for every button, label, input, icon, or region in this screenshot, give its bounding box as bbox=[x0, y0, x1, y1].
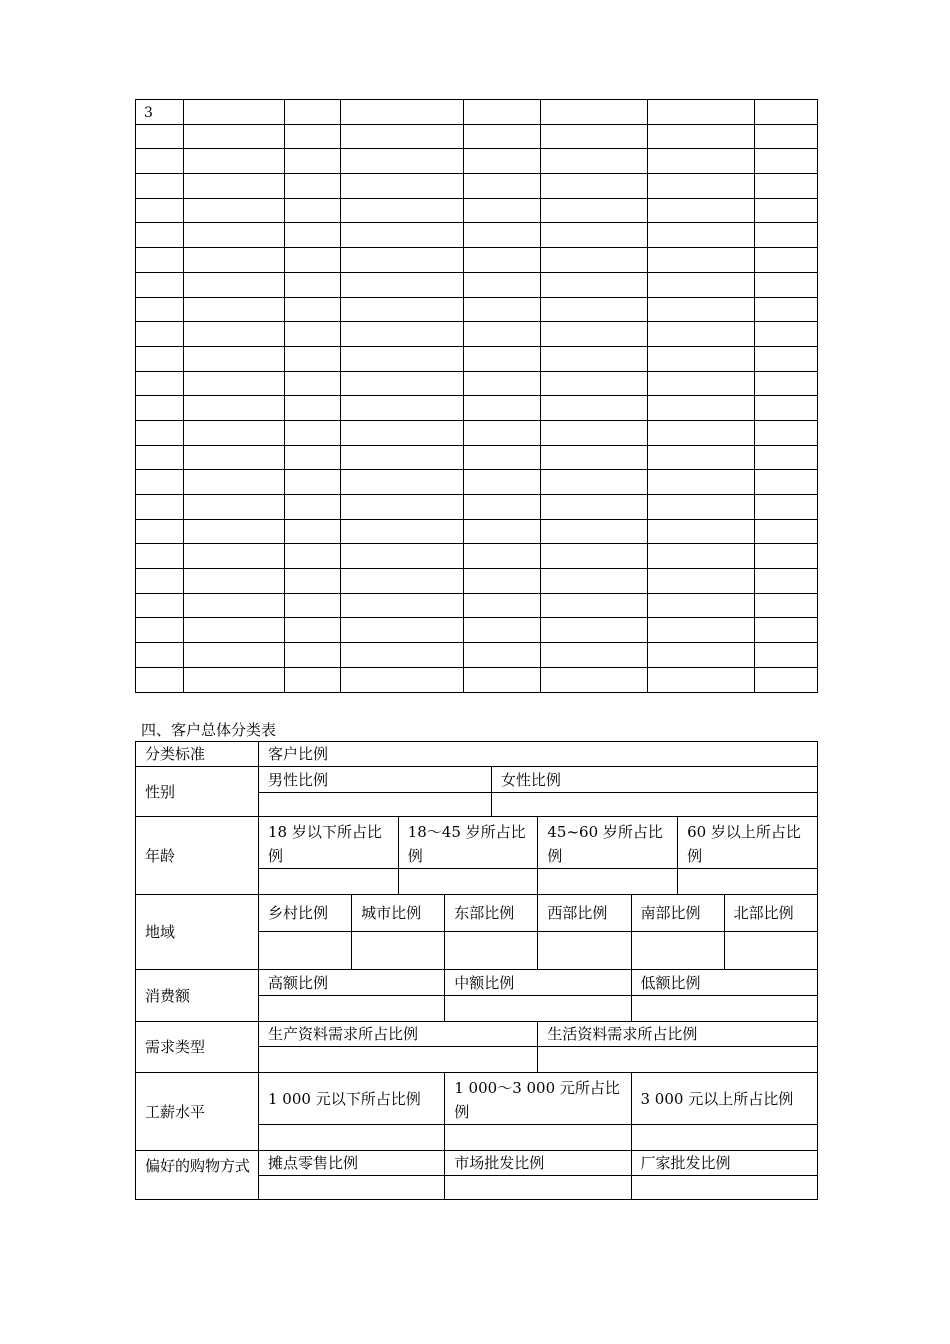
south-ratio-label: 南部比例 bbox=[631, 895, 724, 932]
grid-cell[interactable] bbox=[184, 149, 285, 174]
grid-cell[interactable] bbox=[184, 420, 285, 445]
grid-cell[interactable] bbox=[541, 544, 648, 569]
grid-cell[interactable] bbox=[285, 445, 341, 470]
grid-cell[interactable] bbox=[648, 420, 755, 445]
grid-cell[interactable] bbox=[541, 272, 648, 297]
female-ratio-label: 女性比例 bbox=[491, 767, 817, 793]
customer-classification-table bbox=[135, 741, 818, 1200]
market-wholesale-value[interactable] bbox=[445, 1176, 631, 1200]
grid-cell[interactable] bbox=[648, 272, 755, 297]
grid-cell[interactable] bbox=[464, 371, 541, 396]
grid-cell[interactable] bbox=[648, 371, 755, 396]
grid-cell[interactable] bbox=[648, 248, 755, 273]
grid-cell[interactable] bbox=[755, 667, 818, 692]
grid-cell[interactable] bbox=[755, 149, 818, 174]
grid-cell[interactable] bbox=[285, 149, 341, 174]
grid-cell[interactable] bbox=[184, 322, 285, 347]
salary-mid-value[interactable] bbox=[445, 1125, 631, 1151]
grid-cell[interactable] bbox=[341, 445, 464, 470]
grid-cell[interactable] bbox=[541, 174, 648, 199]
grid-cell[interactable] bbox=[755, 297, 818, 322]
grid-cell[interactable] bbox=[755, 519, 818, 544]
grid-cell[interactable] bbox=[136, 223, 184, 248]
grid-cell-number: 3 bbox=[136, 100, 184, 125]
grid-cell[interactable] bbox=[184, 544, 285, 569]
grid-cell[interactable] bbox=[184, 272, 285, 297]
grid-cell[interactable] bbox=[136, 519, 184, 544]
grid-cell[interactable] bbox=[464, 569, 541, 594]
grid-cell[interactable] bbox=[285, 618, 341, 643]
mid-spending-value[interactable] bbox=[445, 996, 631, 1022]
grid-cell[interactable] bbox=[341, 322, 464, 347]
grid-row bbox=[136, 569, 818, 594]
grid-cell[interactable] bbox=[541, 495, 648, 520]
grid-row bbox=[136, 223, 818, 248]
grid-cell[interactable] bbox=[184, 100, 285, 125]
grid-cell[interactable] bbox=[755, 124, 818, 149]
grid-cell[interactable] bbox=[136, 544, 184, 569]
grid-row bbox=[136, 519, 818, 544]
grid-cell[interactable] bbox=[184, 371, 285, 396]
grid-cell[interactable] bbox=[648, 174, 755, 199]
urban-ratio-label: 城市比例 bbox=[352, 895, 445, 932]
grid-cell[interactable] bbox=[648, 593, 755, 618]
grid-cell[interactable] bbox=[464, 495, 541, 520]
grid-cell[interactable] bbox=[184, 519, 285, 544]
grid-cell[interactable] bbox=[648, 667, 755, 692]
grid-cell[interactable] bbox=[136, 593, 184, 618]
grid-cell[interactable] bbox=[755, 643, 818, 668]
grid-cell[interactable] bbox=[755, 248, 818, 273]
grid-cell[interactable] bbox=[285, 396, 341, 421]
grid-cell[interactable] bbox=[184, 618, 285, 643]
age-over-60-value[interactable] bbox=[678, 869, 818, 895]
grid-cell[interactable] bbox=[648, 322, 755, 347]
grid-cell[interactable] bbox=[136, 322, 184, 347]
grid-cell[interactable] bbox=[541, 100, 648, 125]
grid-cell[interactable] bbox=[755, 593, 818, 618]
grid-cell[interactable] bbox=[184, 124, 285, 149]
grid-cell[interactable] bbox=[184, 174, 285, 199]
grid-cell[interactable] bbox=[341, 593, 464, 618]
north-ratio-label: 北部比例 bbox=[724, 895, 817, 932]
living-demand-label: 生活资料需求所占比例 bbox=[538, 1022, 818, 1047]
grid-cell[interactable] bbox=[541, 198, 648, 223]
demand-row bbox=[136, 1022, 818, 1047]
grid-cell[interactable] bbox=[285, 223, 341, 248]
grid-cell[interactable] bbox=[464, 149, 541, 174]
grid-cell[interactable] bbox=[755, 322, 818, 347]
age-over-60-label: 60 岁以上所占比例 bbox=[678, 817, 818, 869]
grid-cell[interactable] bbox=[136, 198, 184, 223]
grid-cell[interactable] bbox=[285, 495, 341, 520]
mid-spending-label: 中额比例 bbox=[445, 970, 631, 996]
grid-cell[interactable] bbox=[464, 174, 541, 199]
production-demand-label: 生产资料需求所占比例 bbox=[259, 1022, 538, 1047]
grid-cell[interactable] bbox=[648, 519, 755, 544]
grid-cell[interactable] bbox=[464, 618, 541, 643]
grid-row bbox=[136, 643, 818, 668]
shopping-label: 偏好的购物方式 bbox=[136, 1151, 259, 1200]
grid-cell[interactable] bbox=[341, 495, 464, 520]
grid-cell[interactable] bbox=[464, 643, 541, 668]
grid-cell[interactable] bbox=[648, 124, 755, 149]
salary-high-value[interactable] bbox=[631, 1125, 817, 1151]
grid-row bbox=[136, 100, 818, 125]
grid-cell[interactable] bbox=[541, 643, 648, 668]
grid-cell[interactable] bbox=[648, 495, 755, 520]
grid-cell[interactable] bbox=[285, 519, 341, 544]
header-row bbox=[136, 742, 818, 767]
grid-cell[interactable] bbox=[341, 272, 464, 297]
grid-cell[interactable] bbox=[755, 470, 818, 495]
age-under-18-value[interactable] bbox=[259, 869, 399, 895]
grid-cell[interactable] bbox=[285, 174, 341, 199]
grid-cell[interactable] bbox=[648, 149, 755, 174]
grid-cell[interactable] bbox=[285, 470, 341, 495]
grid-cell[interactable] bbox=[755, 223, 818, 248]
grid-cell[interactable] bbox=[341, 100, 464, 125]
grid-cell[interactable] bbox=[341, 519, 464, 544]
grid-cell[interactable] bbox=[136, 174, 184, 199]
grid-cell[interactable] bbox=[184, 643, 285, 668]
grid-cell[interactable] bbox=[464, 420, 541, 445]
grid-cell[interactable] bbox=[648, 643, 755, 668]
grid-cell[interactable] bbox=[184, 569, 285, 594]
grid-cell[interactable] bbox=[285, 100, 341, 125]
south-ratio-value[interactable] bbox=[631, 932, 724, 970]
grid-cell[interactable] bbox=[648, 198, 755, 223]
grid-cell[interactable] bbox=[285, 544, 341, 569]
grid-cell[interactable] bbox=[755, 346, 818, 371]
grid-cell[interactable] bbox=[648, 346, 755, 371]
grid-cell[interactable] bbox=[184, 445, 285, 470]
grid-cell[interactable] bbox=[136, 618, 184, 643]
grid-row bbox=[136, 544, 818, 569]
grid-cell[interactable] bbox=[541, 667, 648, 692]
grid-cell[interactable] bbox=[341, 544, 464, 569]
grid-cell[interactable] bbox=[341, 248, 464, 273]
grid-cell[interactable] bbox=[341, 124, 464, 149]
grid-cell[interactable] bbox=[285, 346, 341, 371]
region-row bbox=[136, 895, 818, 932]
grid-cell[interactable] bbox=[136, 149, 184, 174]
grid-cell[interactable] bbox=[464, 519, 541, 544]
grid-cell[interactable] bbox=[755, 569, 818, 594]
grid-cell[interactable] bbox=[541, 346, 648, 371]
grid-cell[interactable] bbox=[648, 470, 755, 495]
high-spending-label: 高额比例 bbox=[259, 970, 445, 996]
grid-cell[interactable] bbox=[648, 223, 755, 248]
grid-cell[interactable] bbox=[341, 396, 464, 421]
grid-cell[interactable] bbox=[136, 396, 184, 421]
grid-row bbox=[136, 248, 818, 273]
grid-cell[interactable] bbox=[341, 420, 464, 445]
grid-cell[interactable] bbox=[341, 223, 464, 248]
west-ratio-label: 西部比例 bbox=[538, 895, 631, 932]
grid-row bbox=[136, 346, 818, 371]
grid-cell[interactable] bbox=[136, 495, 184, 520]
grid-row bbox=[136, 420, 818, 445]
grid-row bbox=[136, 445, 818, 470]
blank-grid-table bbox=[135, 99, 818, 693]
grid-cell[interactable] bbox=[541, 297, 648, 322]
grid-row bbox=[136, 470, 818, 495]
grid-cell[interactable] bbox=[755, 618, 818, 643]
grid-cell[interactable] bbox=[341, 297, 464, 322]
grid-cell[interactable] bbox=[184, 248, 285, 273]
grid-cell[interactable] bbox=[341, 198, 464, 223]
grid-cell[interactable] bbox=[285, 322, 341, 347]
salary-low-label: 1 000 元以下所占比例 bbox=[259, 1073, 445, 1125]
age-18-45-value[interactable] bbox=[398, 869, 538, 895]
grid-cell[interactable] bbox=[541, 470, 648, 495]
grid-cell[interactable] bbox=[541, 593, 648, 618]
production-demand-value[interactable] bbox=[259, 1047, 538, 1073]
grid-body bbox=[136, 100, 818, 693]
grid-cell[interactable] bbox=[341, 174, 464, 199]
grid-cell[interactable] bbox=[464, 322, 541, 347]
spending-row bbox=[136, 970, 818, 996]
grid-cell[interactable] bbox=[541, 569, 648, 594]
low-spending-value[interactable] bbox=[631, 996, 817, 1022]
rural-ratio-value[interactable] bbox=[259, 932, 352, 970]
grid-cell[interactable] bbox=[341, 643, 464, 668]
grid-cell[interactable] bbox=[136, 248, 184, 273]
gender-row bbox=[136, 767, 818, 793]
grid-cell[interactable] bbox=[541, 618, 648, 643]
age-row bbox=[136, 817, 818, 869]
grid-cell[interactable] bbox=[755, 420, 818, 445]
grid-row bbox=[136, 667, 818, 692]
retail-stall-label: 摊点零售比例 bbox=[259, 1151, 445, 1176]
grid-cell[interactable] bbox=[341, 149, 464, 174]
grid-cell[interactable] bbox=[464, 667, 541, 692]
grid-cell[interactable] bbox=[136, 420, 184, 445]
living-demand-value[interactable] bbox=[538, 1047, 818, 1073]
grid-cell[interactable] bbox=[341, 371, 464, 396]
grid-cell[interactable] bbox=[541, 420, 648, 445]
grid-cell[interactable] bbox=[464, 396, 541, 421]
section-title: 四、客户总体分类表 bbox=[141, 721, 277, 739]
grid-cell[interactable] bbox=[184, 495, 285, 520]
standard-header: 分类标准 bbox=[136, 742, 259, 767]
grid-row bbox=[136, 174, 818, 199]
grid-cell[interactable] bbox=[464, 445, 541, 470]
urban-ratio-value[interactable] bbox=[352, 932, 445, 970]
grid-cell[interactable] bbox=[755, 445, 818, 470]
grid-cell[interactable] bbox=[464, 346, 541, 371]
grid-cell[interactable] bbox=[341, 569, 464, 594]
grid-cell[interactable] bbox=[285, 248, 341, 273]
grid-cell[interactable] bbox=[755, 174, 818, 199]
grid-cell[interactable] bbox=[755, 198, 818, 223]
grid-cell[interactable] bbox=[648, 569, 755, 594]
grid-cell[interactable] bbox=[648, 100, 755, 125]
west-ratio-value[interactable] bbox=[538, 932, 631, 970]
age-label: 年龄 bbox=[136, 817, 259, 895]
low-spending-label: 低额比例 bbox=[631, 970, 817, 996]
salary-low-value[interactable] bbox=[259, 1125, 445, 1151]
grid-row bbox=[136, 371, 818, 396]
grid-cell[interactable] bbox=[464, 124, 541, 149]
east-ratio-value[interactable] bbox=[445, 932, 538, 970]
grid-cell[interactable] bbox=[755, 495, 818, 520]
grid-cell[interactable] bbox=[755, 544, 818, 569]
grid-cell[interactable] bbox=[541, 248, 648, 273]
grid-cell[interactable] bbox=[136, 569, 184, 594]
grid-cell[interactable] bbox=[136, 445, 184, 470]
east-ratio-label: 东部比例 bbox=[445, 895, 538, 932]
grid-cell[interactable] bbox=[755, 100, 818, 125]
grid-cell[interactable] bbox=[541, 445, 648, 470]
salary-label: 工薪水平 bbox=[136, 1073, 259, 1151]
grid-cell[interactable] bbox=[464, 272, 541, 297]
grid-cell[interactable] bbox=[648, 618, 755, 643]
grid-cell[interactable] bbox=[285, 569, 341, 594]
grid-cell[interactable] bbox=[541, 519, 648, 544]
spending-label: 消费额 bbox=[136, 970, 259, 1022]
north-ratio-value[interactable] bbox=[724, 932, 817, 970]
grid-cell[interactable] bbox=[648, 445, 755, 470]
grid-cell[interactable] bbox=[341, 667, 464, 692]
grid-row bbox=[136, 149, 818, 174]
grid-cell[interactable] bbox=[184, 297, 285, 322]
grid-cell[interactable] bbox=[285, 124, 341, 149]
region-label: 地域 bbox=[136, 895, 259, 970]
grid-cell[interactable] bbox=[648, 544, 755, 569]
grid-cell[interactable] bbox=[136, 124, 184, 149]
grid-cell[interactable] bbox=[184, 223, 285, 248]
grid-row bbox=[136, 124, 818, 149]
grid-row bbox=[136, 593, 818, 618]
grid-cell[interactable] bbox=[464, 297, 541, 322]
grid-cell[interactable] bbox=[184, 396, 285, 421]
grid-cell[interactable] bbox=[285, 667, 341, 692]
grid-cell[interactable] bbox=[341, 618, 464, 643]
grid-cell[interactable] bbox=[285, 272, 341, 297]
age-45-60-label: 45~60 岁所占比例 bbox=[538, 817, 678, 869]
high-spending-value[interactable] bbox=[259, 996, 445, 1022]
grid-row bbox=[136, 495, 818, 520]
grid-cell[interactable] bbox=[285, 297, 341, 322]
grid-cell[interactable] bbox=[464, 248, 541, 273]
grid-cell[interactable] bbox=[285, 420, 341, 445]
gender-label: 性别 bbox=[136, 767, 259, 817]
factory-wholesale-label: 厂家批发比例 bbox=[631, 1151, 817, 1176]
salary-mid-label: 1 000～3 000 元所占比例 bbox=[445, 1073, 631, 1125]
grid-cell[interactable] bbox=[541, 149, 648, 174]
age-under-18-label: 18 岁以下所占比例 bbox=[259, 817, 399, 869]
grid-cell[interactable] bbox=[285, 643, 341, 668]
grid-cell[interactable] bbox=[285, 371, 341, 396]
grid-cell[interactable] bbox=[136, 643, 184, 668]
grid-cell[interactable] bbox=[184, 593, 285, 618]
grid-cell[interactable] bbox=[541, 223, 648, 248]
grid-row bbox=[136, 396, 818, 421]
grid-cell[interactable] bbox=[341, 346, 464, 371]
male-ratio-value[interactable] bbox=[259, 793, 492, 817]
grid-row bbox=[136, 272, 818, 297]
female-ratio-value[interactable] bbox=[491, 793, 817, 817]
salary-high-label: 3 000 元以上所占比例 bbox=[631, 1073, 817, 1125]
grid-cell[interactable] bbox=[464, 593, 541, 618]
ratio-header: 客户比例 bbox=[259, 742, 818, 767]
grid-cell[interactable] bbox=[184, 346, 285, 371]
grid-cell[interactable] bbox=[184, 198, 285, 223]
grid-cell[interactable] bbox=[541, 371, 648, 396]
market-wholesale-label: 市场批发比例 bbox=[445, 1151, 631, 1176]
rural-ratio-label: 乡村比例 bbox=[259, 895, 352, 932]
grid-row bbox=[136, 618, 818, 643]
grid-cell[interactable] bbox=[136, 371, 184, 396]
grid-cell[interactable] bbox=[136, 346, 184, 371]
grid-row bbox=[136, 297, 818, 322]
grid-cell[interactable] bbox=[541, 124, 648, 149]
grid-cell[interactable] bbox=[464, 544, 541, 569]
grid-cell[interactable] bbox=[464, 198, 541, 223]
grid-cell[interactable] bbox=[136, 272, 184, 297]
grid-cell[interactable] bbox=[136, 667, 184, 692]
grid-cell[interactable] bbox=[755, 272, 818, 297]
salary-row bbox=[136, 1073, 818, 1125]
grid-cell[interactable] bbox=[285, 593, 341, 618]
grid-cell[interactable] bbox=[648, 297, 755, 322]
factory-wholesale-value[interactable] bbox=[631, 1176, 817, 1200]
grid-cell[interactable] bbox=[648, 396, 755, 421]
grid-cell[interactable] bbox=[341, 470, 464, 495]
grid-cell[interactable] bbox=[541, 322, 648, 347]
age-45-60-value[interactable] bbox=[538, 869, 678, 895]
grid-cell[interactable] bbox=[755, 396, 818, 421]
age-18-45-label: 18～45 岁所占比例 bbox=[398, 817, 538, 869]
retail-stall-value[interactable] bbox=[259, 1176, 445, 1200]
grid-cell[interactable] bbox=[184, 667, 285, 692]
grid-row bbox=[136, 322, 818, 347]
grid-cell[interactable] bbox=[285, 198, 341, 223]
grid-cell[interactable] bbox=[464, 223, 541, 248]
grid-cell[interactable] bbox=[136, 470, 184, 495]
male-ratio-label: 男性比例 bbox=[259, 767, 492, 793]
grid-cell[interactable] bbox=[755, 371, 818, 396]
grid-cell[interactable] bbox=[464, 470, 541, 495]
grid-row bbox=[136, 198, 818, 223]
grid-cell[interactable] bbox=[464, 100, 541, 125]
demand-label: 需求类型 bbox=[136, 1022, 259, 1073]
shopping-row bbox=[136, 1151, 818, 1176]
grid-cell[interactable] bbox=[184, 470, 285, 495]
grid-cell[interactable] bbox=[136, 297, 184, 322]
grid-cell[interactable] bbox=[541, 396, 648, 421]
